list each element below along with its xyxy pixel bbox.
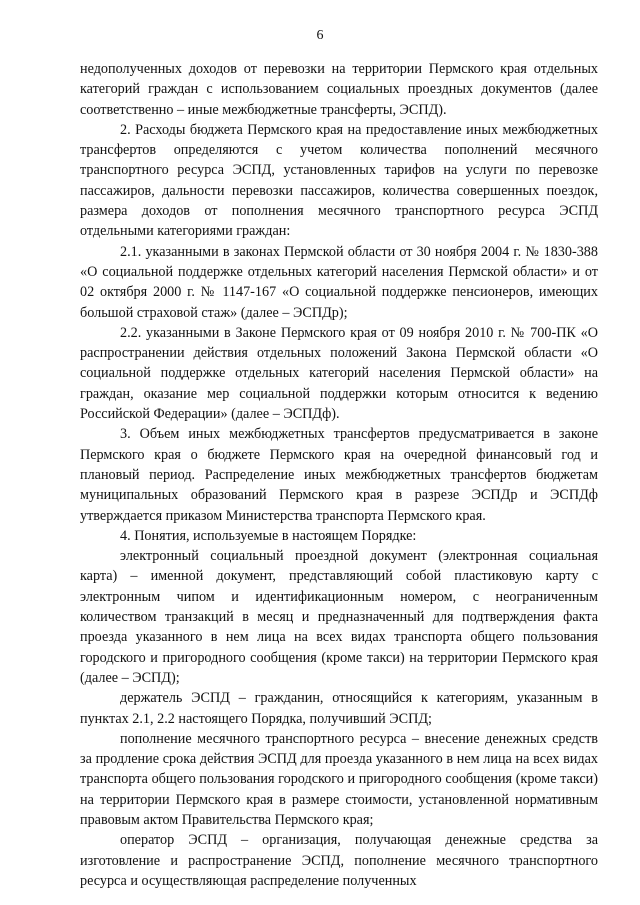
definition-holder: держатель ЭСПД – гражданин, относящийся к категориям, указанным в пунктах 2.1, 2.2 настоящего Порядка, получивший ЭСПД;	[80, 690, 598, 727]
page-number: 6	[316, 28, 324, 43]
paragraph-item-2: 2. Расходы бюджета Пермского края на предоставление иных межбюджетных трансфертов определяются с учетом количества пополнений месячного транспортного ресурса ЭСПД, установленных тарифов на услуги по перевозке пассажиров, дальности перевозки пассажиров, количества совершенных поездок, размера доходов от пополнения месячного транспортного ресурса ЭСПД отдельными категориями граждан:	[80, 121, 598, 240]
document-body	[80, 59, 598, 891]
definition-operator: оператор ЭСПД – организация, получающая денежные средства за изготовление и распространение ЭСПД, пополнение месячного транспортного ресурса и осуществляющая распределение полученных	[80, 832, 598, 889]
paragraph-continuation: недополученных доходов от перевозки на территории Пермского края отдельных категорий граждан с использованием социальных проездных документов (далее соответственно – иные межбюджетные трансферты, ЭСПД).	[80, 61, 598, 118]
paragraph-item-2-2: 2.2. указанными в Законе Пермского края от 09 ноября 2010 г. № 700-ПК «О распространении действия отдельных положений Закона Пермской области «О социальной поддержке отдельных категорий населения Пермской области» на граждан, оказание мер социальной поддержки которым относится к ведению Российской Федерации» (далее – ЭСПДф).	[80, 324, 598, 423]
paragraph-item-2-1: 2.1. указанными в законах Пермской области от 30 ноября 2004 г. № 1830-388 «О социальной поддержке отдельных категорий населения Пермской области» и от 02 октября 2000 г. № 1147-167 «О социальной поддержке пенсионеров, имеющих большой страховой стаж» (далее – ЭСПДр);	[80, 243, 598, 321]
paragraph-item-4: 4. Понятия, используемые в настоящем Порядке:	[120, 527, 417, 544]
definition-espd: электронный социальный проездной документ (электронная социальная карта) – именной документ, представляющий собой пластиковую карту с электронным чипом и идентификационным номером, с неограниченным количеством транзакций в месяц и предназначенный для подтверждения факта проезда указанного в нем лица на всех видах транспорта общего пользования городского и пригородного сообщения (кроме такси) на территории Пермского края (далее – ЭСПД);	[80, 548, 598, 686]
paragraph-item-3: 3. Объем иных межбюджетных трансфертов предусматривается в законе Пермского края о бюджете Пермского края на очередной финансовый год и плановый период. Распределение иных межбюджетных трансфертов бюджетам муниципальных образований Пермского края в разрезе ЭСПДр и ЭСПДф утверждается приказом Министерства транспорта Пермского края.	[80, 426, 598, 524]
definition-top-up: пополнение месячного транспортного ресурса – внесение денежных средств за продление срока действия ЭСПД для проезда указанного в нем лица на всех видах транспорта общего пользования городского и пригородного сообщения (кроме такси) на территории Пермского края в размере стоимости, установленной нормативным правовым актом Правительства Пермского края;	[80, 730, 598, 828]
